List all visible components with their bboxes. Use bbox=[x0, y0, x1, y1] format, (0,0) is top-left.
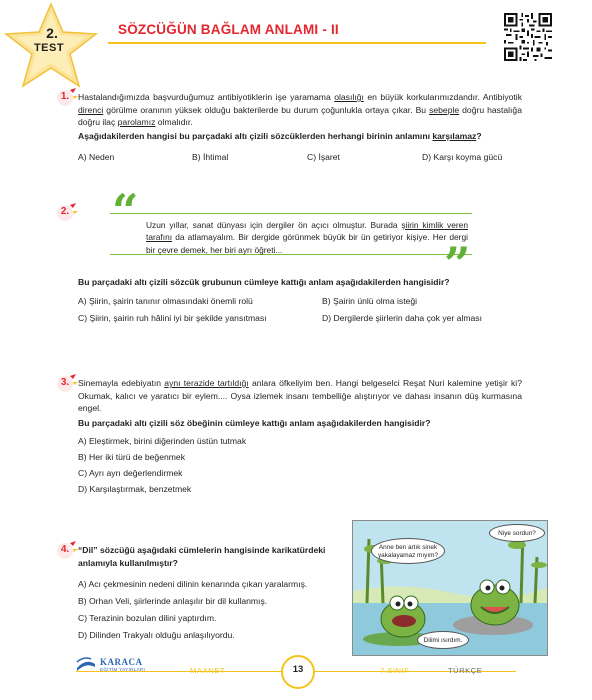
q2-text: da atlamayalım. Bir dergide görünmek büyük bir ün getiriyor kişiye. Her dergi bir çevre demek, her biri ayrı öğreti... bbox=[146, 232, 468, 255]
question-number-badge bbox=[56, 202, 78, 224]
q3-option-a[interactable]: A) Eleştirmek, birini diğerinden üstün tutmak bbox=[78, 436, 247, 446]
q2-text: Uzun yıllar, sanat dünyası için dergiler ön açıcı olmuştur. Burada bbox=[146, 220, 402, 230]
speech-bubble-3: Dilimi ısırdım. bbox=[417, 631, 469, 649]
question-number: 1. bbox=[60, 91, 70, 102]
q2-passage bbox=[146, 219, 468, 256]
q3-text: Sinemayla edebiyatın bbox=[78, 378, 165, 388]
q1-underlined-word: parolamız bbox=[117, 117, 156, 128]
q2-underlined-phrase: şiirin kimlik veren tarafını bbox=[146, 220, 468, 243]
q2-option-a[interactable]: A) Şiirin, şairin tanınır olmasındaki önemli rolü bbox=[78, 296, 253, 306]
q2-option-c[interactable]: C) Şiirin, şairin ruh hâlini iyi bir şekilde yansıtması bbox=[78, 313, 267, 323]
q3-passage bbox=[78, 377, 522, 415]
question-number-badge bbox=[56, 87, 78, 109]
q1-text: doğru hastalığa doğru ilaç bbox=[78, 104, 522, 128]
q1-text: en büyük korkularımızdandır. Antibiyotik bbox=[363, 92, 523, 102]
q2-option-d[interactable]: D) Dergilerde şiirlerin daha çok yer alması bbox=[322, 313, 482, 323]
q3-text: anlara öfkeliyim ben. Hangi belgeselci Reşat Nuri kalemine yetişir ki? Okumak, kalıcı ve yaratıcı bir eylem.... Oysa izlemek insanı tembelliğe alıştırıyor ve dahası insanın düş kurmasına engel. bbox=[78, 378, 522, 414]
q1-underlined-word: sebeple bbox=[429, 104, 460, 115]
q1-text: görülme oranının yüksek olduğu bakterilerde bu durum çoğunlukla ortaya çıkar. Bu bbox=[103, 104, 430, 115]
q2-option-b[interactable]: B) Şairin ünlü olma isteği bbox=[322, 296, 418, 306]
close-quote-icon: ” bbox=[444, 237, 471, 291]
q3-option-b[interactable]: B) Her iki türü de beğenmek bbox=[78, 452, 185, 462]
publisher-logo-icon bbox=[76, 656, 96, 674]
page-title: SÖZCÜĞÜN BAĞLAM ANLAMI - II bbox=[118, 22, 339, 37]
test-label: TEST bbox=[33, 42, 65, 54]
qr-code-icon bbox=[504, 13, 552, 61]
q1-stem-underlined: karşılamaz bbox=[432, 131, 477, 141]
q1-option-a[interactable]: A) Neden bbox=[78, 152, 115, 162]
speech-bubble-2: Anne ben artık sinek yakalayamaz mıyım? bbox=[371, 538, 445, 564]
publisher-name: KARACA bbox=[100, 657, 143, 667]
q1-option-c[interactable]: C) İşaret bbox=[307, 152, 340, 162]
q4-option-c[interactable]: C) Terazinin bozulan dilini yaptırdım. bbox=[78, 613, 217, 623]
q2-stem: Bu parçadaki altı çizili sözcük grubunun cümleye kattığı anlam aşağıdakilerden hangisidir? bbox=[78, 277, 450, 287]
q1-option-d[interactable]: D) Karşı koyma gücü bbox=[422, 152, 503, 162]
series-name: MAXNET bbox=[190, 666, 226, 675]
open-quote-icon: “ bbox=[112, 184, 139, 238]
question-number: 4. bbox=[60, 544, 70, 555]
q1-underlined-word: olasılığı bbox=[334, 92, 364, 102]
grade-label: 7.SINIF bbox=[380, 666, 410, 675]
q1-option-b[interactable]: B) İhtimal bbox=[192, 152, 229, 162]
title-underline bbox=[108, 42, 486, 44]
cartoon-image bbox=[352, 520, 548, 656]
q4-option-b[interactable]: B) Orhan Veli, şiirlerinde anlaşılır bir dil kullanmış. bbox=[78, 596, 268, 606]
q1-stem-text: Aşağıdakilerden hangisi bu parçadaki altı çizili sözcüklerden herhangi birinin anlamını bbox=[78, 131, 433, 141]
subject-label: TÜRKÇE bbox=[448, 666, 483, 675]
speech-bubble-1: Niye sordun? bbox=[489, 524, 545, 542]
question-number: 3. bbox=[60, 377, 70, 388]
q1-passage bbox=[78, 91, 522, 129]
q3-option-c[interactable]: C) Ayrı ayrı değerlendirmek bbox=[78, 468, 183, 478]
question-number-badge bbox=[56, 540, 78, 562]
q1-text: olmalıdır. bbox=[155, 117, 193, 128]
question-number-badge bbox=[56, 373, 78, 395]
q3-option-d[interactable]: D) Karşılaştırmak, benzetmek bbox=[78, 484, 192, 494]
q4-option-d[interactable]: D) Dilinden Trakyalı olduğu anlaşılıyordu. bbox=[78, 630, 235, 640]
q1-stem-text: ? bbox=[476, 131, 482, 141]
page-number: 13 bbox=[292, 664, 304, 675]
q3-underlined-phrase: aynı terazide tartıldığı bbox=[164, 378, 249, 388]
question-number: 2. bbox=[60, 206, 70, 217]
q4-stem: “Dil” sözcüğü aşağıdaki cümlelerin hangisinde karikatürdeki anlamıyla kullanılmıştır? bbox=[78, 545, 326, 568]
publisher-subtitle: EĞİTİM YAYINLARI bbox=[100, 667, 146, 672]
q3-stem: Bu parçadaki altı çizili söz öbeğinin cümleye kattığı anlam aşağıdakilerden hangisidir? bbox=[78, 418, 431, 428]
q1-stem bbox=[78, 130, 528, 143]
q4-option-a[interactable]: A) Acı çekmesinin nedeni dilinin kenarında çıkan yaralarmış. bbox=[78, 579, 308, 589]
q1-underlined-word: direnci bbox=[78, 104, 104, 115]
q1-text: Hastalandığımızda başvurduğumuz antibiyotiklerin işe yaramama bbox=[78, 92, 335, 102]
test-number: 2. bbox=[46, 25, 58, 41]
